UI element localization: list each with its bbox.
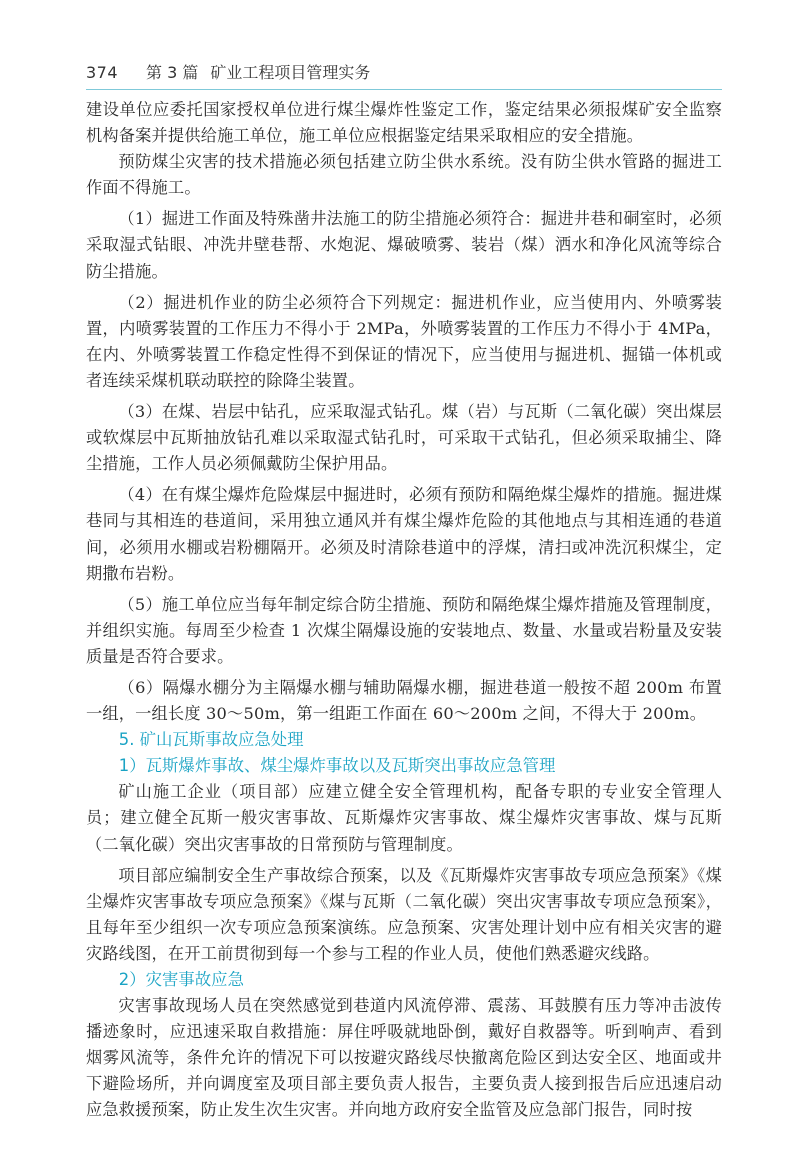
paragraph: （1）掘进工作面及特殊凿井法施工的防尘措施必须符合：掘进井巷和硐室时，必须采取湿式钻眼、冲洗井壁巷帮、水炮泥、爆破喷雾、装岩（煤）洒水和净化风流等综合防尘措施。 [86,209,722,281]
paragraph: （6）隔爆水棚分为主隔爆水棚与辅助隔爆水棚，掘进巷道一般按不超 200m 布置一组，一组长度 30～50m，第一组距工作面在 60～200m 之间，不得大于 200m。 [86,677,722,724]
header-rule [86,89,722,90]
paragraph: 灾害事故现场人员在突然感觉到巷道内风流停滞、震荡、耳鼓膜有压力等冲击波传播迹象时，应迅速采取自救措施：屏住呼吸就地卧倒，戴好自救器等。听到响声、看到烟雾风流等，条件允许的情况下可以按避灾路线尽快撤离危险区到达安全区、地面或井下避险场所，并向调度室及项目部主要负责人报告，主要负责人接到报告后应迅速启动应急救援预案，防止发生次生灾害。并向地方政府安全监管及应急部门报告，同时按 [86,996,722,1120]
part-label: 第 3 篇 [146,63,199,82]
subsection-heading: 2）灾害事故应急 [118,970,244,989]
paragraph: （4）在有煤尘爆炸危险煤层中掘进时，必须有预防和隔绝煤尘爆炸的措施。掘进煤巷同与其相连的巷道间，采用独立通风并有煤尘爆炸危险的其他地点与其相连通的巷道间，必须用水棚或岩粉棚隔开。必须及时清除巷道中的浮煤，清扫或冲洗沉积煤尘，定期撒布岩粉。 [86,485,722,583]
paragraph: （5）施工单位应当每年制定综合防尘措施、预防和隔绝煤尘爆炸措施及管理制度，并组织实施。每周至少检查 1 次煤尘隔爆设施的安装地点、数量、水量或岩粉量及安装质量是否符合要求。 [86,594,722,666]
paragraph: 项目部应编制安全生产事故综合预案，以及《瓦斯爆炸灾害事故专项应急预案》《煤尘爆炸灾害事故专项应急预案》《煤与瓦斯（二氧化碳）突出灾害事故专项应急预案》，且每年至少组织一次专项应急预案演练。应急预案、灾害处理计划中应有相关灾害的避灾路线图，在开工前贯彻到每一个参与工程的作业人员，使他们熟悉避灾线路。 [86,865,722,963]
running-header [86,60,722,83]
page-body [86,97,722,1124]
paragraph: 建设单位应委托国家授权单位进行煤尘爆炸性鉴定工作，鉴定结果必须报煤矿安全监察机构备案并提供给施工单位，施工单位应根据鉴定结果采取相应的安全措施。 [86,100,722,146]
paragraph: （2）掘进机作业的防尘必须符合下列规定：掘进机作业，应当使用内、外喷雾装置，内喷雾装置的工作压力不得小于 2MPa，外喷雾装置的工作压力不得小于 4MPa，在内、外喷雾装置工作稳定性得不到保证的情况下，应当使用与掘进机、掘锚一体机或者连续采煤机联动联控的除降尘装置。 [86,292,722,390]
book-title: 矿业工程项目管理实务 [210,63,371,82]
paragraph: 矿山施工企业（项目部）应建立健全安全管理机构，配备专职的专业安全管理人员；建立健全瓦斯一般灾害事故、瓦斯爆炸灾害事故、煤尘爆炸灾害事故、煤与瓦斯（二氧化碳）突出灾害事故的日常预防与管理制度。 [86,782,722,854]
paragraph: （3）在煤、岩层中钻孔，应采取湿式钻孔。煤（岩）与瓦斯（二氧化碳）突出煤层或软煤层中瓦斯抽放钻孔难以采取湿式钻孔时，可采取干式钻孔，但必须采取捕尘、降尘措施，工作人员必须佩戴防尘保护用品。 [86,402,722,474]
subsection-heading: 1）瓦斯爆炸事故、煤尘爆炸事故以及瓦斯突出事故应急管理 [118,756,556,776]
paragraph: 预防煤尘灾害的技术措施必须包括建立防尘供水系统。没有防尘供水管路的掘进工作面不得施工。 [86,152,722,198]
page-number: 374 [86,63,119,82]
section-heading: 5. 矿山瓦斯事故应急处理 [118,730,304,750]
